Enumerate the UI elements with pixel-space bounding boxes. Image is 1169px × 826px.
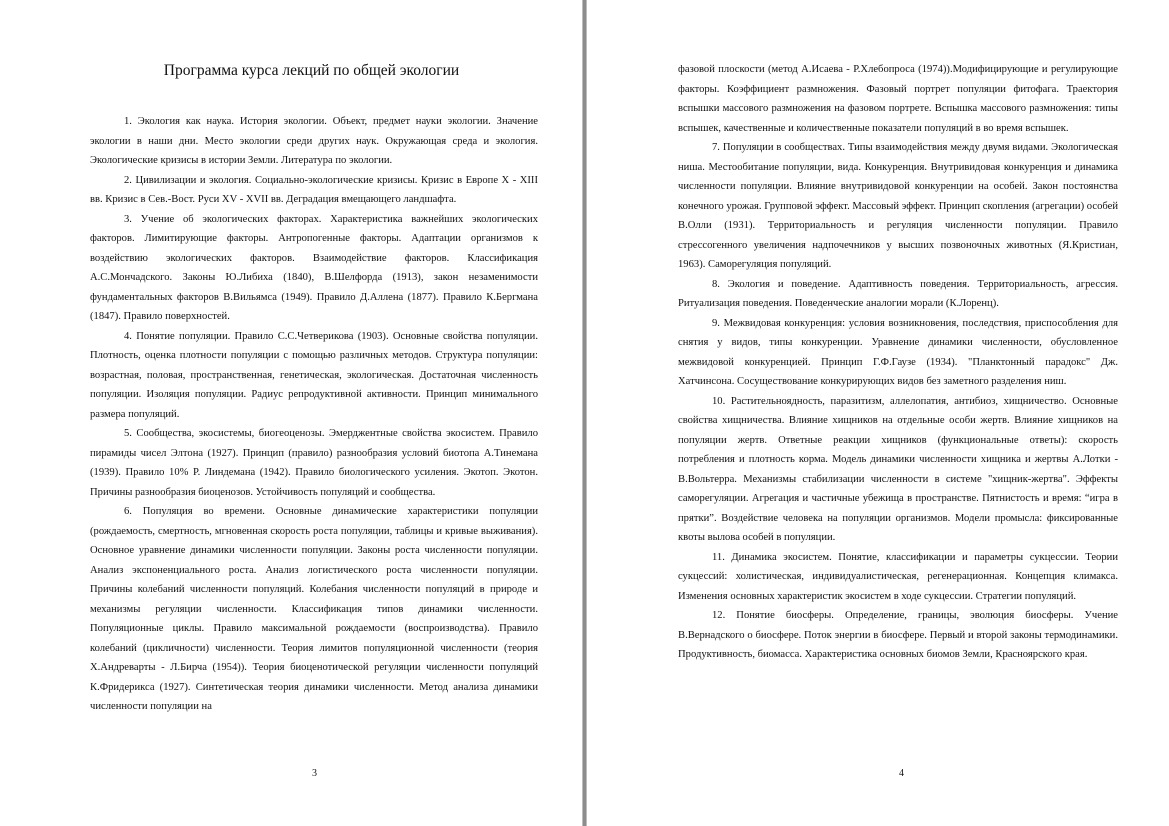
page-left-body (90, 112, 538, 717)
paragraph-7: 7. Популяции в сообществах. Типы взаимодействия между двумя видами. Экологическая ниша. Местообитание популяции, вида. Конкуренция. Внутривидовая конкуренция и динамика численности популяции. Влияние внутривидовой конкуренции на особей. Закон постоянства конечного урожая. Групповой эффект. Массовый эффект. Принцип скопления (агрегации) особей В.Олли (1931). Территориальность и регуляция численности популяции. Правило стрессогенного увеличения надпочечников у высших позвоночных животных (Я.Кристиан, 1963). Саморегуляция популяций. (678, 142, 1118, 270)
paragraph-11: 11. Динамика экосистем. Понятие, классификации и параметры сукцессии. Теории сукцессий: холистическая, индивидуалистическая, регенерационная. Концепция климакса. Изменения основных характеристик экосистем в ходе сукцессии. Стратегии популяций. (678, 551, 1118, 602)
paragraph-9: 9. Межвидовая конкуренция: условия возникновения, последствия, приспособления для снятия у видов, типы конкуренции. Уравнение динамики численности, обусловленное межвидовой конкуренцией. Принцип Г.Ф.Гаузе (1934). "Планктонный парадокс" Дж. Хатчинсона. Сосуществование конкурирующих видов без заметного разделения ниш. (678, 317, 1118, 387)
paragraph-10: 10. Растительноядность, паразитизм, аллелопатия, антибиоз, хищничество. Основные свойства хищничества. Влияние хищников на отдельные особи жертв. Влияние хищников на популяции жертв. Ответные реакции хищников (функциональные ответы): скорость потребления и плотность корма. Модель динамики численности хищника и жертвы А.Лотки - В.Вольтерра. Механизмы стабилизации численности в системе "хищник-жертва". Эффекты саморегуляции. Агрегация и частичные убежища в пространстве. Пятнистость и время: “игра в прятки”. Воздействие человека на популяции организмов. Модели промысла: фиксированные квоты вылова особей в популяции. (678, 395, 1118, 543)
paragraph-6-continuation: фазовой плоскости (метод А.Исаева - Р.Хлебопроса (1974)).Модифицирующие и регулирующие факторы. Коэффициент размножения. Фазовый портрет популяции фитофага. Траектория вспышки массового размножения на фазовом портрете. Вспышка массового размножения: типы вспышек, качественные и количественные показатели популяций в во время вспышек. (678, 64, 1118, 134)
paragraph-1: 1. Экология как наука. История экологии. Объект, предмет науки экологии. Значение экологии в наши дни. Место экологии среди других наук. Окружающая среда и экология. Экологические кризисы в истории Земли. Литература по экологии. (90, 116, 538, 166)
document-title: Программа курса лекций по общей экологии (163, 62, 460, 79)
page-right-body (678, 60, 1118, 665)
page-right (586, 0, 1169, 826)
page-left (0, 0, 583, 826)
paragraph-5: 5. Сообщества, экосистемы, биогеоценозы. Эмерджентные свойства экосистем. Правило пирамиды чисел Элтона (1927). Принцип (правило) разнообразия условий биотопа А.Тинемана (1939). Правило 10% Р. Линдемана (1942). Правило биологического усиления. Экотоп. Экотон. Причины разнообразия биоценозов. Устойчивость популяций и сообщества. (90, 428, 538, 498)
paragraph-4: 4. Понятие популяции. Правило С.С.Четверикова (1903). Основные свойства популяции. Плотность, оценка плотности популяции с помощью различных методов. Структура популяции: возрастная, половая, пространственная, генетическая, экологическая. Достаточная численность популяции. Изоляция популяции. Радиус репродуктивной активности. Принцип минимального размера популяций. (90, 330, 538, 420)
paragraph-8: 8. Экология и поведение. Адаптивность поведения. Территориальность, агрессия. Ритуализация поведения. Поведенческие аналогии морали (К.Лоренц). (678, 278, 1118, 309)
page-number-right: 4 (899, 768, 904, 779)
paragraph-6: 6. Популяция во времени. Основные динамические характеристики популяции (рождаемость, смертность, мгновенная скорость роста популяции, таблицы и кривые выживания). Основное уравнение динамики численности популяции. Законы роста численности популяции. Анализ экспоненциального роста. Анализ логистического роста численности популяции. Причины колебаний численности популяций. Колебания численности популяций в природе и механизмы регуляции численности. Классификация типов динамики численности. Популяционные циклы. Правило максимальной рождаемости (воспроизводства). Правило колебаний (цикличности) численности. Теория лимитов популяционной численности (теория Х.Андреварты - Л.Бирча (1954)). Теория биоценотической регуляции численности популяций К.Фридерикса (1927). Синтетическая теория динамики численности. Метод анализа динамики численности популяции на (90, 506, 538, 712)
paragraph-12: 12. Понятие биосферы. Определение, границы, эволюция биосферы. Учение В.Вернадского о биосфере. Поток энергии в биосфере. Первый и второй законы термодинамики. Продуктивность, биомасса. Характеристика основных биомов Земли, Красноярского края. (678, 610, 1118, 660)
paragraph-2: 2. Цивилизации и экология. Социально-экологические кризисы. Кризис в Европе X - XIII вв. Кризис в Сев.-Вост. Руси XV - XVII вв. Деградация вмещающего ландшафта. (90, 174, 538, 205)
paragraph-3: 3. Учение об экологических факторах. Характеристика важнейших экологических факторов. Лимитирующие факторы. Антропогенные факторы. Адаптации организмов к воздействию экологических факторов. Взаимодействие факторов. Классификация А.С.Мончадского. Законы Ю.Либиха (1840), В.Шелфорда (1913), закон незаменимости фундаментальных факторов В.Вильямса (1949). Правило Д.Аллена (1877). Правило К.Бергмана (1847). Правило поверхностей. (90, 213, 538, 322)
page-number-left: 3 (312, 768, 317, 779)
